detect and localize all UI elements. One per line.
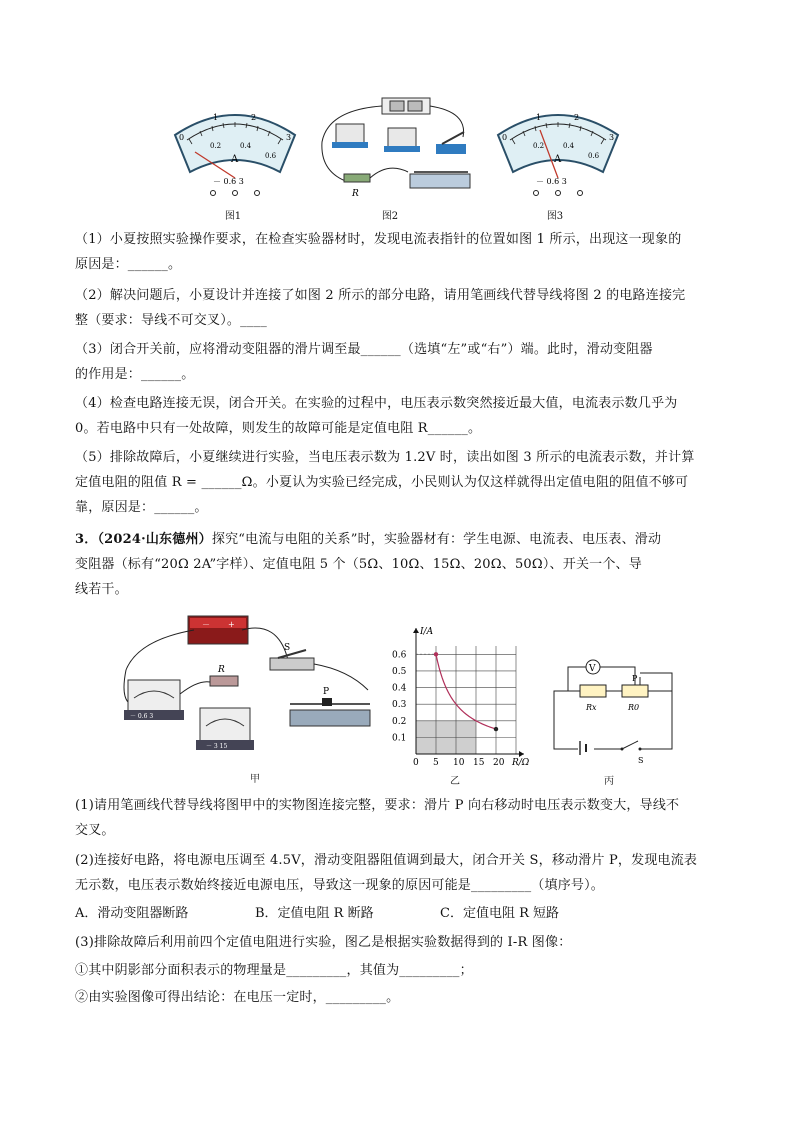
x-tick-label: 5 (433, 758, 439, 768)
fig1-scale-b2: 0.4 (240, 142, 252, 150)
q3-sub2-line1: (2)连接好电路，将电源电压调至 4.5V，滑动变阻器阻值调到最大，闭合开关 S，移动滑片 P，发现电流表 (75, 853, 698, 868)
x-tick-label: 10 (453, 758, 465, 768)
fig3-scale-b2: 0.4 (563, 142, 575, 150)
q2-sub1-line1: （1）小夏按照实验操作要求，在检查实验器材时，发现电流表指针的位置如图 1 所示，出现这一现象的 (75, 232, 682, 247)
x-axis-arrow (519, 751, 524, 757)
q2-sub5-line1: （5）排除故障后，小夏继续进行实验，当电压表示数为 1.2V 时，读出如图 3 所示的电流表示数，并计算 (75, 450, 695, 465)
bing-p-label: P (632, 674, 638, 683)
q2-sub1-line2: 原因是：______。 (75, 257, 182, 272)
fig2-r-label: R (352, 189, 359, 199)
q3-stem-line3: 线若干。 (75, 582, 128, 597)
jia-voltmeter-terms: － 3 15 (206, 743, 228, 750)
q3-sub1-line1: (1)请用笔画线代替导线将图甲中的实物图连接完整，要求：滑片 P 向右移动时电压表示数变大，导线不 (75, 798, 680, 813)
fig3-unit: A (554, 154, 562, 165)
fig3-scale-1: 1 (536, 113, 542, 122)
q3-sub3: (3)排除故障后利用前四个定值电阻进行实验，图乙是根据实验数据得到的 I-R 图像： (75, 935, 572, 950)
q3-sub1 (75, 793, 720, 843)
figure-yi-i-r-chart (390, 624, 530, 769)
figure-yi-caption: 乙 (450, 776, 460, 787)
figure-bing-caption: 丙 (604, 776, 614, 787)
y-tick-label: 0.5 (392, 666, 407, 677)
q3-option-b: B．定值电阻 R 断路 (255, 906, 374, 921)
resistor (210, 676, 238, 686)
bing-rx-label: Rx (586, 703, 597, 712)
fig1-scale-b1: 0.2 (210, 142, 222, 150)
figure-3-ammeter (488, 100, 628, 200)
q3-number: 3． (75, 532, 98, 547)
x-axis-label: R/Ω (512, 758, 530, 768)
fig1-terminals: － 0.6 3 (213, 177, 244, 186)
data-point (494, 727, 498, 731)
q2-sub4-line2: 0。若电路中只有一处故障，则发生的故障可能是定值电阻 R______。 (75, 421, 482, 436)
q3-stem (75, 527, 720, 602)
bing-v-label: V (589, 664, 596, 674)
q2-sub4-line1: （4）检查电路连接无误，闭合开关。在实验的过程中，电压表示数突然接近最大值，电流表示数几乎为 (75, 396, 678, 411)
q2-sub2 (75, 283, 720, 333)
fig3-terminals: － 0.6 3 (536, 177, 567, 186)
q2-sub4 (75, 391, 720, 441)
y-axis-arrow (413, 628, 419, 633)
y-tick-label: 0.4 (392, 683, 407, 694)
fig3-scale-3: 3 (609, 133, 615, 142)
fig1-scale-b3: 0.6 (265, 152, 277, 160)
x-tick-label: 0 (413, 758, 419, 768)
x-tick-label: 20 (493, 758, 505, 768)
y-tick-label: 0.3 (392, 700, 407, 711)
q3-stem-line1 (75, 527, 720, 552)
data-point (434, 652, 438, 656)
fig1-scale-0: 0 (179, 133, 185, 142)
svg-text:－: － (202, 620, 210, 629)
figure-jia-caption: 甲 (250, 774, 260, 785)
fig1-unit: A (231, 154, 239, 165)
bing-r0-label: R0 (628, 703, 640, 712)
q2-sub5 (75, 445, 720, 520)
fig1-scale-1: 1 (213, 113, 219, 122)
q3-sub2-line2: 无示数，电压表示数始终接近电源电压，导致这一现象的原因可能是_________（填序号）。 (75, 878, 605, 893)
figure-2-circuit (318, 92, 478, 207)
figure-bing-circuit-diagram (548, 655, 678, 765)
figure-jia-physical-circuit (118, 610, 388, 760)
q3-sub3-1: ①其中阴影部分面积表示的物理量是_________，其值为_________； (75, 963, 473, 978)
q2-sub1 (75, 227, 720, 277)
q3-option-a: A．滑动变阻器断路 (75, 906, 189, 921)
q2-sub3-line2: 的作用是：______。 (75, 367, 195, 382)
jia-p-label: P (323, 687, 330, 697)
jia-r-label: R (218, 665, 225, 675)
fig1-scale-3: 3 (286, 133, 292, 142)
ammeter (128, 680, 180, 712)
figure-1-ammeter (165, 100, 305, 200)
q2-sub2-line2: 整（要求：导线不可交叉）。____ (75, 313, 267, 328)
rheostat (290, 710, 370, 726)
q2-sub3 (75, 337, 720, 387)
switch (270, 658, 314, 670)
y-tick-label: 0.6 (392, 650, 407, 661)
q3-option-c: C．定值电阻 R 短路 (440, 906, 559, 921)
fig3-scale-b1: 0.2 (533, 142, 545, 150)
q2-sub5-line3: 靠，原因是：______。 (75, 500, 208, 515)
jia-ammeter-terms: － 0.6 3 (130, 713, 154, 720)
bing-s-label: S (638, 756, 644, 765)
fig3-scale-2: 2 (574, 113, 580, 122)
svg-text:+: + (228, 620, 235, 629)
figure-1-caption: 图1 (224, 211, 242, 222)
q3-stem-text1: 探究“电流与电阻的关系”时，实验器材有：学生电源、电流表、电压表、滑动 (211, 532, 662, 547)
y-axis-label: I/A (420, 627, 434, 637)
figure-3-caption: 图3 (546, 211, 564, 222)
q2-sub5-line2: 定值电阻的阻值 R = ______Ω。小夏认为实验已经完成，小民则认为仅这样就得出定值电阻的阻值不够可 (75, 475, 689, 490)
q2-sub3-line1: （3）闭合开关前，应将滑动变阻器的滑片调至最______（选填“左”或“右”）端。此时，滑动变阻器 (75, 342, 653, 357)
q3-sub1-line2: 交叉。 (75, 823, 115, 838)
figure-2-caption: 图2 (381, 211, 399, 222)
q2-sub2-line1: （2）解决问题后，小夏设计并连接了如图 2 所示的部分电路，请用笔画线代替导线将图 2 的电路连接完 (75, 288, 686, 303)
q3-sub2 (75, 848, 720, 898)
series-curve (436, 654, 496, 729)
y-tick-label: 0.1 (392, 733, 407, 744)
fig3-scale-0: 0 (502, 133, 508, 142)
y-tick-label: 0.2 (392, 716, 407, 727)
jia-s-label: S (284, 643, 291, 653)
fig3-scale-b3: 0.6 (588, 152, 600, 160)
q3-source: （2024·山东德州） (97, 532, 212, 547)
q3-sub3-2: ②由实验图像可得出结论：在电压一定时，_________。 (75, 990, 400, 1005)
fig1-scale-2: 2 (251, 113, 257, 122)
q3-stem-line2: 变阻器（标有“20Ω 2A”字样）、定值电阻 5 个（5Ω、10Ω、15Ω、20Ω、50Ω）、开关一个、导 (75, 557, 642, 572)
x-tick-label: 15 (473, 758, 485, 768)
